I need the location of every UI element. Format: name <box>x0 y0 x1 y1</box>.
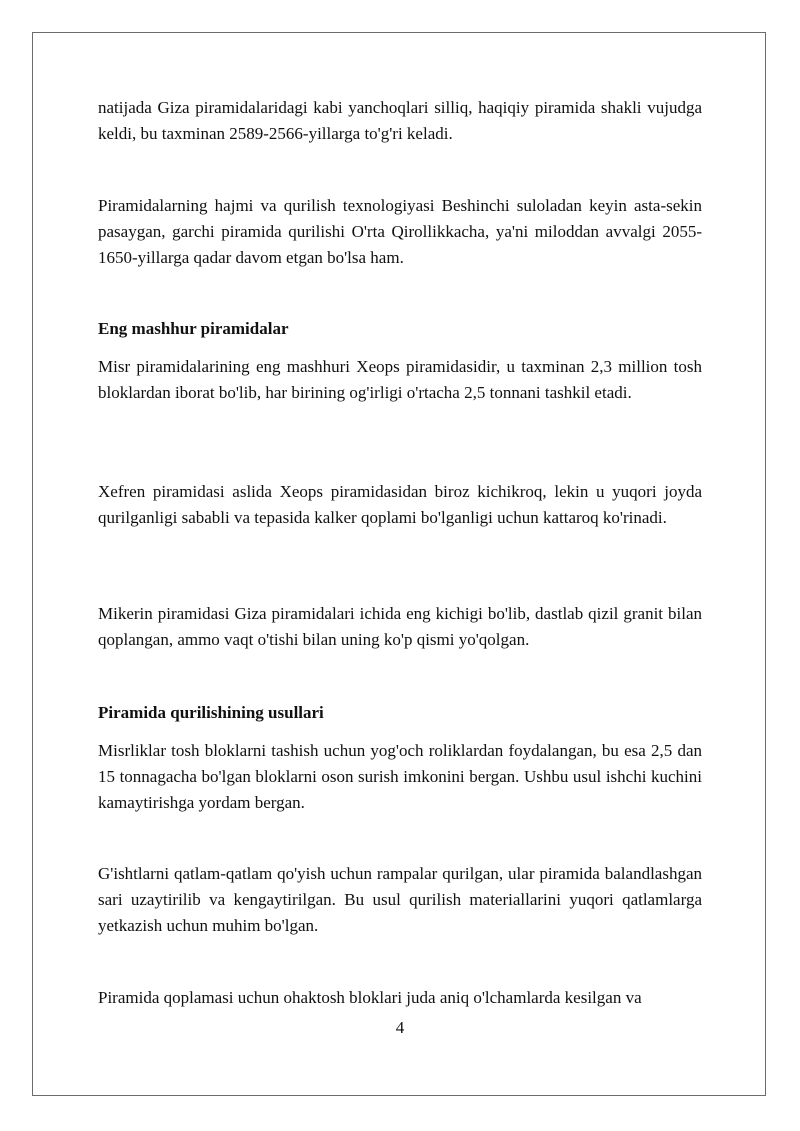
paragraph-intro-1: natijada Giza piramidalaridagi kabi yanchoqlari silliq, haqiqiy piramida shakli vujudga keldi, bu taxminan 2589-2566-yillarga to'g'ri keladi. <box>98 98 702 143</box>
paragraph-mikerin: Mikerin piramidasi Giza piramidalari ichida eng kichigi bo'lib, dastlab qizil granit bilan qoplangan, ammo vaqt o'tishi bilan uning ko'p qismi yo'qolgan. <box>98 604 702 649</box>
section-heading-construction-methods: Piramida qurilishining usullari <box>98 703 324 722</box>
paragraph-rollers: Misrliklar tosh bloklarni tashish uchun yog'och roliklardan foydalangan, bu esa 2,5 dan 15 tonnagacha bo'lgan bloklarni oson surish imkonini bergan. Ushbu usul ishchi kuchini kamaytirishga yordam bergan. <box>98 741 702 812</box>
paragraph-intro-2: Piramidalarning hajmi va qurilish texnologiyasi Beshinchi suloladan keyin asta-sekin pasaygan, garchi piramida qurilishi O'rta Qirollikkacha, ya'ni miloddan avvalgi 2055-1650-yillarga qadar davom etgan bo'lsa ham. <box>98 196 702 267</box>
paragraph-xefren: Xefren piramidasi aslida Xeops piramidasidan biroz kichikroq, lekin u yuqori joyda qurilganligi sababli va tepasida kalker qoplami bo'lganligi uchun kattaroq ko'rinadi. <box>98 482 702 527</box>
paragraph-ramps: G'ishtlarni qatlam-qatlam qo'yish uchun rampalar qurilgan, ular piramida balandlashgan sari uzaytirilib va kengaytirilgan. Bu usul qurilish materiallarini yuqori qatlamlarga yetkazish uchun muhim bo'lgan. <box>98 864 702 935</box>
paragraph-xeops: Misr piramidalarining eng mashhuri Xeops piramidasidir, u taxminan 2,3 million tosh bloklardan iborat bo'lib, har birining og'irligi o'rtacha 2,5 tonnani tashkil etadi. <box>98 357 702 402</box>
page-number: 4 <box>395 1018 405 1037</box>
paragraph-casing: Piramida qoplamasi uchun ohaktosh bloklari juda aniq o'lchamlarda kesilgan va <box>98 988 642 1007</box>
section-heading-famous-pyramids: Eng mashhur piramidalar <box>98 319 289 338</box>
